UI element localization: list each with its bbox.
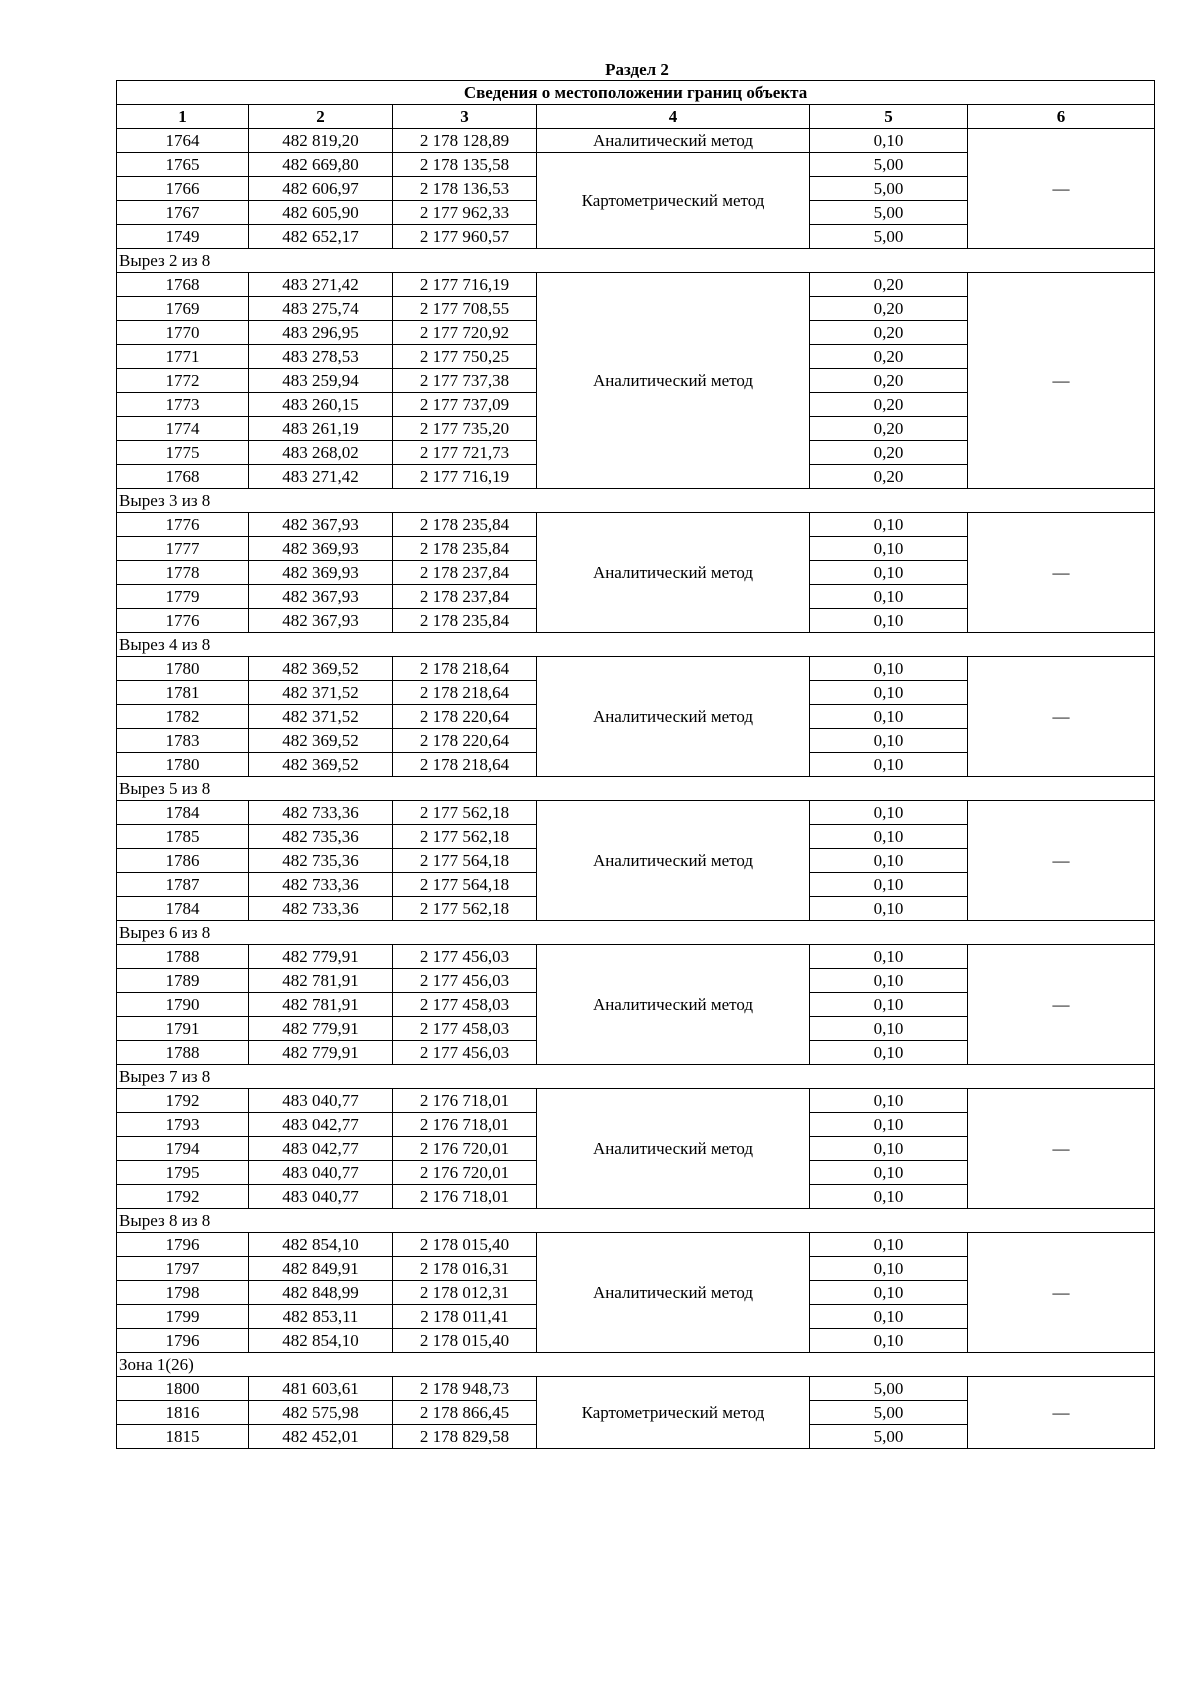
boundary-coordinates-table (116, 80, 1155, 1449)
table-row (117, 1233, 1155, 1257)
note-cell: — (968, 1233, 1155, 1353)
coordinate-y: 2 178 135,58 (393, 153, 537, 177)
column-header: 5 (810, 105, 968, 129)
method-cell: Аналитический метод (537, 129, 810, 153)
table-row (117, 129, 1155, 153)
coordinate-y: 2 176 720,01 (393, 1161, 537, 1185)
coordinate-x: 482 854,10 (249, 1233, 393, 1257)
accuracy-value: 0,10 (810, 873, 968, 897)
coordinate-x: 482 371,52 (249, 681, 393, 705)
accuracy-value: 0,20 (810, 273, 968, 297)
group-title: Вырез 2 из 8 (117, 249, 1155, 273)
coordinate-y: 2 177 962,33 (393, 201, 537, 225)
point-number: 1781 (117, 681, 249, 705)
accuracy-value: 0,10 (810, 801, 968, 825)
point-number: 1785 (117, 825, 249, 849)
coordinate-y: 2 177 750,25 (393, 345, 537, 369)
point-number: 1775 (117, 441, 249, 465)
coordinate-x: 483 271,42 (249, 465, 393, 489)
group-title: Вырез 5 из 8 (117, 777, 1155, 801)
method-cell: Аналитический метод (537, 801, 810, 921)
group-title: Вырез 8 из 8 (117, 1209, 1155, 1233)
coordinate-y: 2 178 218,64 (393, 681, 537, 705)
coordinate-y: 2 176 718,01 (393, 1185, 537, 1209)
accuracy-value: 5,00 (810, 225, 968, 249)
table-row (117, 801, 1155, 825)
accuracy-value: 0,10 (810, 129, 968, 153)
point-number: 1768 (117, 465, 249, 489)
group-title: Вырез 3 из 8 (117, 489, 1155, 513)
coordinate-x: 483 278,53 (249, 345, 393, 369)
column-header: 1 (117, 105, 249, 129)
point-number: 1774 (117, 417, 249, 441)
point-number: 1766 (117, 177, 249, 201)
accuracy-value: 0,10 (810, 849, 968, 873)
group-title: Вырез 7 из 8 (117, 1065, 1155, 1089)
table-row (117, 945, 1155, 969)
coordinate-x: 482 733,36 (249, 897, 393, 921)
coordinate-y: 2 178 237,84 (393, 585, 537, 609)
accuracy-value: 5,00 (810, 201, 968, 225)
coordinate-y: 2 178 016,31 (393, 1257, 537, 1281)
coordinate-x: 483 296,95 (249, 321, 393, 345)
coordinate-y: 2 178 218,64 (393, 657, 537, 681)
accuracy-value: 0,10 (810, 705, 968, 729)
point-number: 1783 (117, 729, 249, 753)
point-number: 1784 (117, 801, 249, 825)
group-title-row (117, 489, 1155, 513)
coordinate-x: 482 669,80 (249, 153, 393, 177)
accuracy-value: 0,10 (810, 993, 968, 1017)
coordinate-x: 482 452,01 (249, 1425, 393, 1449)
coordinate-y: 2 177 708,55 (393, 297, 537, 321)
note-cell: — (968, 273, 1155, 489)
coordinate-y: 2 177 456,03 (393, 945, 537, 969)
accuracy-value: 0,10 (810, 1089, 968, 1113)
point-number: 1771 (117, 345, 249, 369)
point-number: 1799 (117, 1305, 249, 1329)
note-cell: — (968, 1377, 1155, 1449)
group-title: Вырез 6 из 8 (117, 921, 1155, 945)
group-title-row (117, 1353, 1155, 1377)
accuracy-value: 0,20 (810, 369, 968, 393)
coordinate-y: 2 177 458,03 (393, 993, 537, 1017)
point-number: 1767 (117, 201, 249, 225)
table-row (117, 1089, 1155, 1113)
accuracy-value: 0,10 (810, 1017, 968, 1041)
coordinate-x: 482 781,91 (249, 993, 393, 1017)
point-number: 1793 (117, 1113, 249, 1137)
coordinate-y: 2 177 562,18 (393, 897, 537, 921)
table-caption: Сведения о местоположении границ объекта (117, 81, 1155, 105)
coordinate-y: 2 178 866,45 (393, 1401, 537, 1425)
coordinate-y: 2 178 015,40 (393, 1329, 537, 1353)
coordinate-y: 2 176 720,01 (393, 1137, 537, 1161)
point-number: 1780 (117, 753, 249, 777)
accuracy-value: 0,10 (810, 1257, 968, 1281)
column-header: 4 (537, 105, 810, 129)
method-cell: Картометрический метод (537, 153, 810, 249)
point-number: 1816 (117, 1401, 249, 1425)
coordinate-x: 483 042,77 (249, 1113, 393, 1137)
coordinate-x: 482 735,36 (249, 825, 393, 849)
coordinate-x: 482 367,93 (249, 585, 393, 609)
note-cell: — (968, 945, 1155, 1065)
group-title-row (117, 249, 1155, 273)
coordinate-y: 2 177 737,09 (393, 393, 537, 417)
accuracy-value: 0,20 (810, 465, 968, 489)
coordinate-x: 482 848,99 (249, 1281, 393, 1305)
coordinate-y: 2 178 136,53 (393, 177, 537, 201)
coordinate-x: 482 849,91 (249, 1257, 393, 1281)
column-header: 3 (393, 105, 537, 129)
coordinate-y: 2 178 128,89 (393, 129, 537, 153)
coordinate-y: 2 177 458,03 (393, 1017, 537, 1041)
accuracy-value: 0,10 (810, 1041, 968, 1065)
note-cell: — (968, 513, 1155, 633)
coordinate-x: 482 652,17 (249, 225, 393, 249)
table-row (117, 657, 1155, 681)
coordinate-y: 2 178 015,40 (393, 1233, 537, 1257)
point-number: 1800 (117, 1377, 249, 1401)
coordinate-y: 2 177 562,18 (393, 825, 537, 849)
accuracy-value: 5,00 (810, 1425, 968, 1449)
table-body (117, 81, 1155, 1449)
method-cell: Картометрический метод (537, 1377, 810, 1449)
coordinate-y: 2 177 960,57 (393, 225, 537, 249)
point-number: 1796 (117, 1329, 249, 1353)
accuracy-value: 0,10 (810, 1137, 968, 1161)
accuracy-value: 0,10 (810, 561, 968, 585)
method-cell: Аналитический метод (537, 1233, 810, 1353)
column-header: 2 (249, 105, 393, 129)
accuracy-value: 0,10 (810, 945, 968, 969)
method-cell: Аналитический метод (537, 657, 810, 777)
coordinate-y: 2 177 735,20 (393, 417, 537, 441)
group-title-row (117, 921, 1155, 945)
coordinate-y: 2 178 235,84 (393, 609, 537, 633)
coordinate-y: 2 177 716,19 (393, 273, 537, 297)
accuracy-value: 0,10 (810, 1233, 968, 1257)
coordinate-x: 482 605,90 (249, 201, 393, 225)
group-title-row (117, 633, 1155, 657)
table-row (117, 513, 1155, 537)
coordinate-x: 483 260,15 (249, 393, 393, 417)
point-number: 1791 (117, 1017, 249, 1041)
point-number: 1776 (117, 609, 249, 633)
accuracy-value: 0,10 (810, 657, 968, 681)
point-number: 1794 (117, 1137, 249, 1161)
accuracy-value: 0,10 (810, 1161, 968, 1185)
coordinate-y: 2 178 235,84 (393, 537, 537, 561)
accuracy-value: 0,20 (810, 345, 968, 369)
point-number: 1815 (117, 1425, 249, 1449)
coordinate-x: 482 854,10 (249, 1329, 393, 1353)
coordinate-x: 482 575,98 (249, 1401, 393, 1425)
coordinate-x: 482 779,91 (249, 1017, 393, 1041)
accuracy-value: 0,10 (810, 585, 968, 609)
point-number: 1773 (117, 393, 249, 417)
coordinate-x: 482 369,52 (249, 729, 393, 753)
accuracy-value: 0,10 (810, 537, 968, 561)
point-number: 1782 (117, 705, 249, 729)
point-number: 1780 (117, 657, 249, 681)
coordinate-x: 482 781,91 (249, 969, 393, 993)
coordinate-y: 2 178 220,64 (393, 705, 537, 729)
accuracy-value: 5,00 (810, 1401, 968, 1425)
point-number: 1769 (117, 297, 249, 321)
coordinate-y: 2 178 012,31 (393, 1281, 537, 1305)
accuracy-value: 0,20 (810, 321, 968, 345)
coordinate-y: 2 177 564,18 (393, 873, 537, 897)
coordinate-y: 2 178 948,73 (393, 1377, 537, 1401)
accuracy-value: 0,20 (810, 297, 968, 321)
coordinate-y: 2 178 235,84 (393, 513, 537, 537)
accuracy-value: 0,10 (810, 1185, 968, 1209)
method-cell: Аналитический метод (537, 945, 810, 1065)
coordinate-x: 483 040,77 (249, 1089, 393, 1113)
group-title: Вырез 4 из 8 (117, 633, 1155, 657)
coordinate-y: 2 178 829,58 (393, 1425, 537, 1449)
coordinate-y: 2 176 718,01 (393, 1089, 537, 1113)
accuracy-value: 0,20 (810, 393, 968, 417)
accuracy-value: 0,20 (810, 417, 968, 441)
accuracy-value: 0,10 (810, 1281, 968, 1305)
group-title-row (117, 1065, 1155, 1089)
coordinate-y: 2 177 720,92 (393, 321, 537, 345)
coordinate-y: 2 177 737,38 (393, 369, 537, 393)
accuracy-value: 5,00 (810, 177, 968, 201)
accuracy-value: 5,00 (810, 153, 968, 177)
coordinate-x: 482 779,91 (249, 945, 393, 969)
note-cell: — (968, 801, 1155, 921)
coordinate-x: 482 733,36 (249, 801, 393, 825)
method-cell: Аналитический метод (537, 1089, 810, 1209)
accuracy-value: 0,10 (810, 1305, 968, 1329)
point-number: 1776 (117, 513, 249, 537)
point-number: 1784 (117, 897, 249, 921)
coordinate-x: 483 271,42 (249, 273, 393, 297)
point-number: 1797 (117, 1257, 249, 1281)
coordinate-y: 2 177 456,03 (393, 1041, 537, 1065)
point-number: 1764 (117, 129, 249, 153)
table-row (117, 273, 1155, 297)
method-cell: Аналитический метод (537, 513, 810, 633)
coordinate-x: 481 603,61 (249, 1377, 393, 1401)
coordinate-y: 2 177 564,18 (393, 849, 537, 873)
accuracy-value: 5,00 (810, 1377, 968, 1401)
coordinate-y: 2 177 562,18 (393, 801, 537, 825)
accuracy-value: 0,10 (810, 897, 968, 921)
coordinate-x: 483 040,77 (249, 1185, 393, 1209)
point-number: 1765 (117, 153, 249, 177)
point-number: 1788 (117, 945, 249, 969)
point-number: 1787 (117, 873, 249, 897)
coordinate-x: 483 259,94 (249, 369, 393, 393)
coordinate-x: 483 275,74 (249, 297, 393, 321)
point-number: 1768 (117, 273, 249, 297)
coordinate-y: 2 177 721,73 (393, 441, 537, 465)
point-number: 1749 (117, 225, 249, 249)
method-cell: Аналитический метод (537, 273, 810, 489)
point-number: 1798 (117, 1281, 249, 1305)
point-number: 1789 (117, 969, 249, 993)
point-number: 1770 (117, 321, 249, 345)
point-number: 1790 (117, 993, 249, 1017)
coordinate-x: 482 853,11 (249, 1305, 393, 1329)
point-number: 1779 (117, 585, 249, 609)
point-number: 1778 (117, 561, 249, 585)
coordinate-y: 2 178 237,84 (393, 561, 537, 585)
group-title-row (117, 777, 1155, 801)
coordinate-y: 2 176 718,01 (393, 1113, 537, 1137)
coordinate-x: 482 369,93 (249, 561, 393, 585)
coordinate-y: 2 178 218,64 (393, 753, 537, 777)
group-title-row (117, 1209, 1155, 1233)
accuracy-value: 0,10 (810, 825, 968, 849)
group-title: Зона 1(26) (117, 1353, 1155, 1377)
coordinate-y: 2 178 011,41 (393, 1305, 537, 1329)
coordinate-x: 482 733,36 (249, 873, 393, 897)
coordinate-y: 2 177 716,19 (393, 465, 537, 489)
coordinate-x: 482 367,93 (249, 513, 393, 537)
point-number: 1772 (117, 369, 249, 393)
accuracy-value: 0,10 (810, 753, 968, 777)
point-number: 1786 (117, 849, 249, 873)
accuracy-value: 0,10 (810, 729, 968, 753)
coordinate-x: 482 735,36 (249, 849, 393, 873)
note-cell: — (968, 1089, 1155, 1209)
coordinate-x: 483 268,02 (249, 441, 393, 465)
point-number: 1792 (117, 1089, 249, 1113)
coordinate-x: 483 261,19 (249, 417, 393, 441)
coordinate-x: 482 369,52 (249, 753, 393, 777)
coordinate-x: 482 779,91 (249, 1041, 393, 1065)
accuracy-value: 0,10 (810, 681, 968, 705)
accuracy-value: 0,10 (810, 969, 968, 993)
accuracy-value: 0,10 (810, 1329, 968, 1353)
coordinate-x: 483 040,77 (249, 1161, 393, 1185)
coordinate-x: 482 819,20 (249, 129, 393, 153)
note-cell: — (968, 129, 1155, 249)
accuracy-value: 0,20 (810, 441, 968, 465)
table-row (117, 1377, 1155, 1401)
point-number: 1777 (117, 537, 249, 561)
coordinate-y: 2 177 456,03 (393, 969, 537, 993)
point-number: 1796 (117, 1233, 249, 1257)
coordinate-x: 482 369,93 (249, 537, 393, 561)
section-title: Раздел 2 (605, 60, 669, 79)
column-header-row (117, 105, 1155, 129)
accuracy-value: 0,10 (810, 513, 968, 537)
coordinate-x: 482 371,52 (249, 705, 393, 729)
point-number: 1792 (117, 1185, 249, 1209)
coordinate-x: 482 606,97 (249, 177, 393, 201)
coordinate-y: 2 178 220,64 (393, 729, 537, 753)
accuracy-value: 0,10 (810, 609, 968, 633)
point-number: 1795 (117, 1161, 249, 1185)
coordinate-x: 483 042,77 (249, 1137, 393, 1161)
table-caption-row (117, 81, 1155, 105)
accuracy-value: 0,10 (810, 1113, 968, 1137)
point-number: 1788 (117, 1041, 249, 1065)
coordinate-x: 482 369,52 (249, 657, 393, 681)
column-header: 6 (968, 105, 1155, 129)
note-cell: — (968, 657, 1155, 777)
coordinate-x: 482 367,93 (249, 609, 393, 633)
